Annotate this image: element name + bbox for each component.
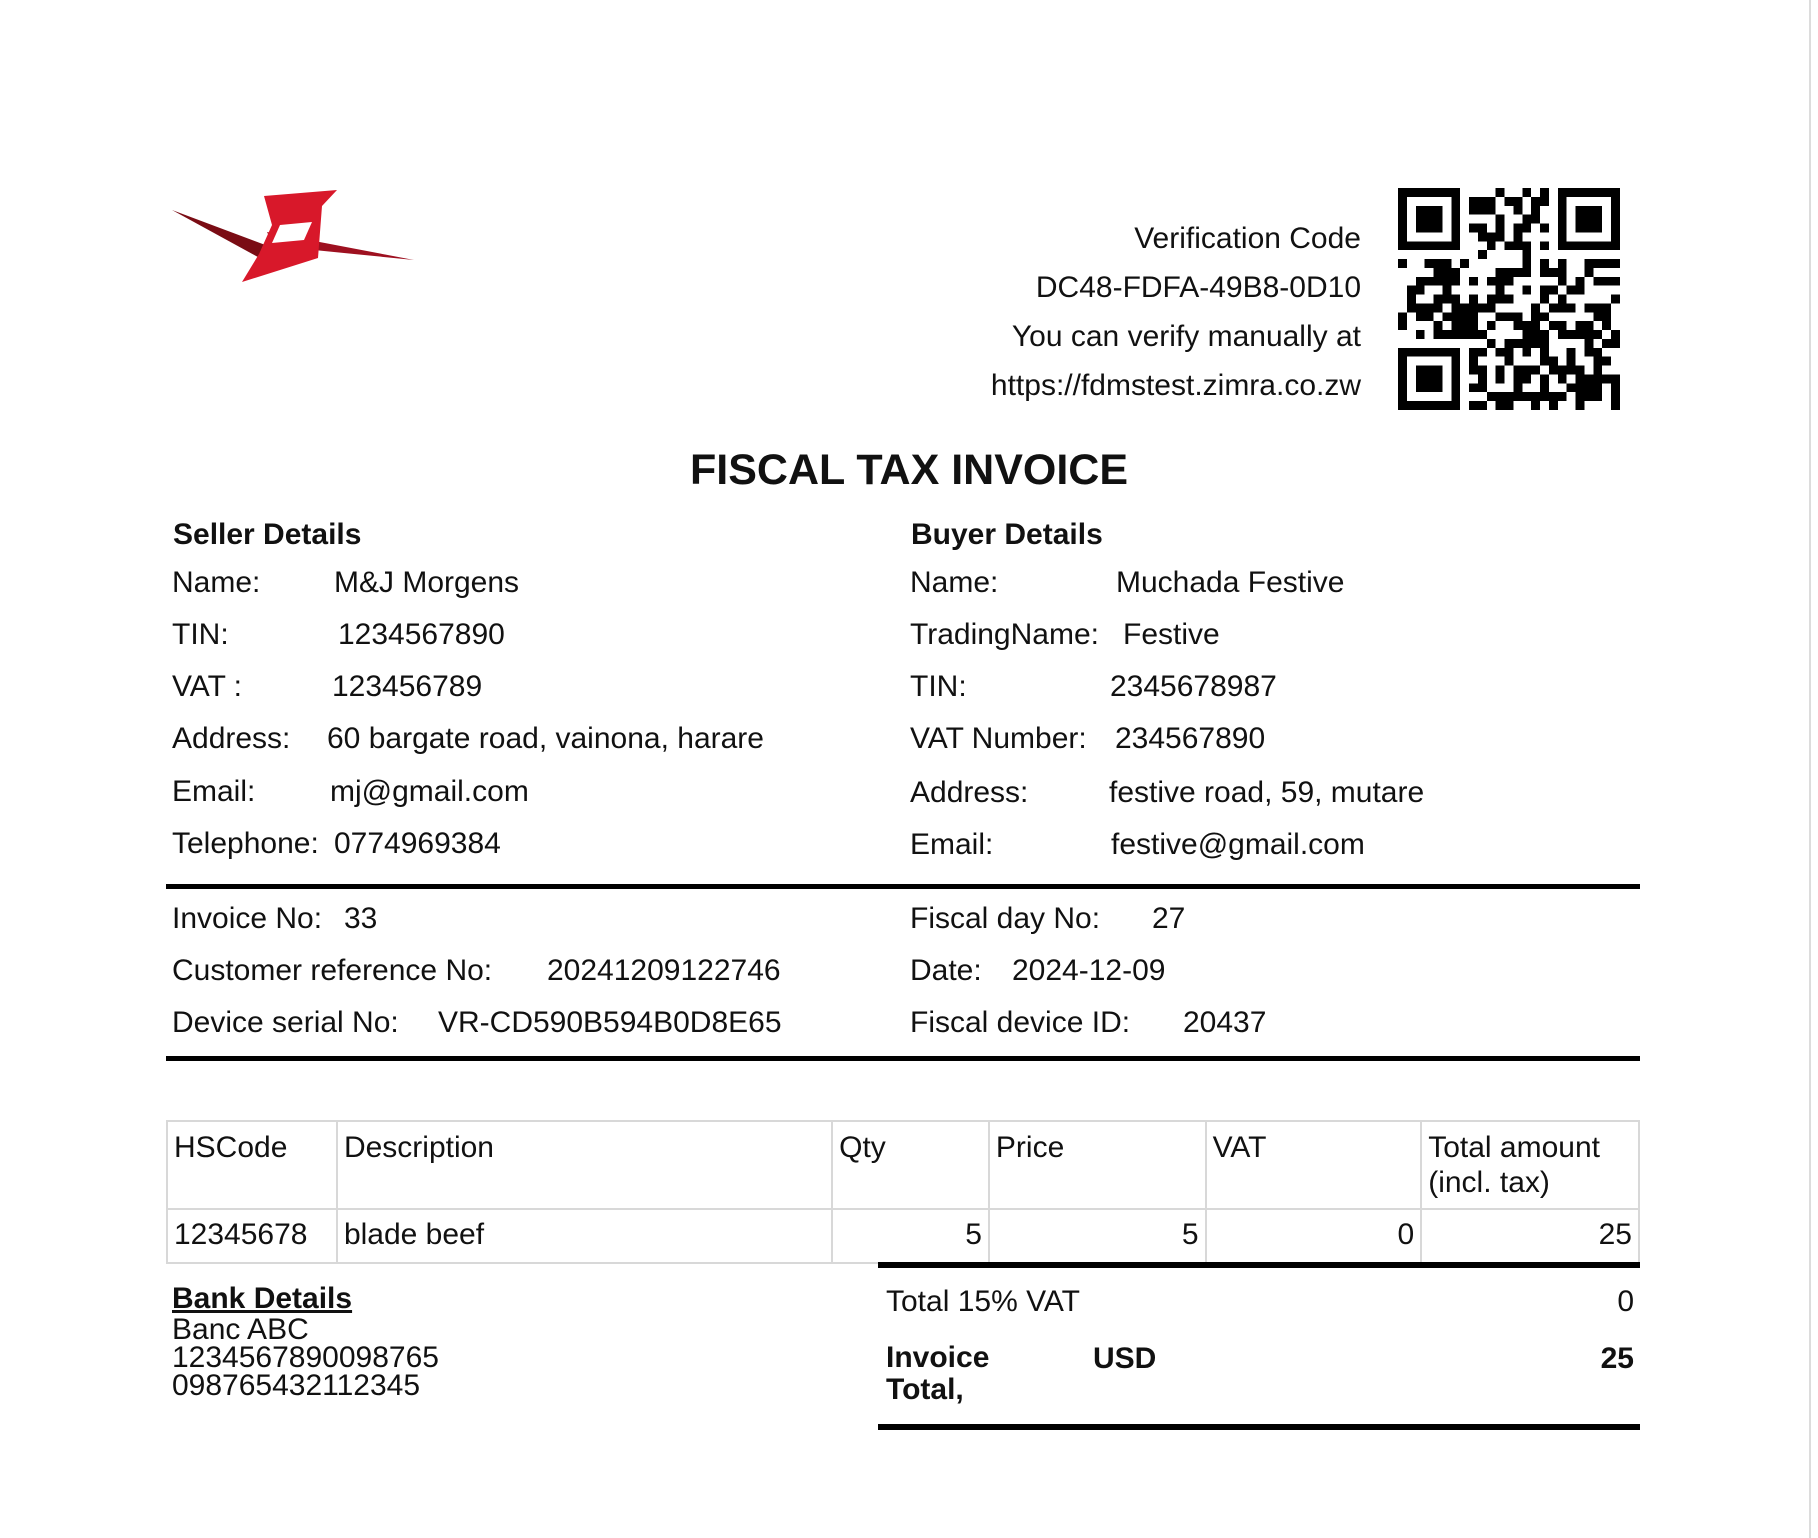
bank-account-2: 098765432112345 [172,1369,421,1402]
fiscal-device-id: 20437 [1183,1006,1267,1039]
total-vat-label: Total 15% VAT [886,1285,1080,1318]
header-vat: VAT [1206,1121,1422,1209]
verification-block [991,214,1361,410]
date-label: Date: [910,954,982,987]
table-header-row [167,1121,1639,1209]
buyer-address-row [910,776,1425,810]
verification-qr-code [1398,188,1620,410]
seller-address: 60 bargate road, vainona, harare [327,722,764,755]
seller-email-row [172,775,529,809]
bank-details [172,1282,439,1400]
bank-heading: Bank Details [172,1282,353,1315]
seller-name-row [172,566,520,600]
customer-ref: 20241209122746 [547,954,781,987]
header-hscode: HSCode [167,1121,337,1209]
buyer-vat-label: VAT Number: [910,722,1087,755]
seller-email: mj@gmail.com [330,775,529,808]
verification-manual-text: You can verify manually at [1011,320,1361,353]
currency-label: USD [1093,1342,1157,1375]
buyer-heading: Buyer Details [911,518,1103,551]
buyer-trading-label: TradingName: [910,618,1099,651]
device-serial: VR-CD590B594B0D8E65 [438,1006,782,1039]
total-vat-value: 0 [1617,1285,1634,1318]
cell-total: 25 [1421,1209,1639,1263]
section-divider-bottom [166,1056,1640,1061]
buyer-email-label: Email: [910,828,994,861]
cell-qty: 5 [832,1209,989,1263]
invoice-no-row [172,902,378,936]
buyer-name-row [910,566,1345,600]
buyer-tin-row [910,670,1277,704]
seller-heading: Seller Details [173,518,362,551]
cell-vat: 0 [1206,1209,1422,1263]
invoice-no: 33 [344,902,378,935]
seller-address-label: Address: [172,722,291,755]
fiscal-day-label: Fiscal day No: [910,902,1101,935]
section-divider-top [166,884,1640,889]
company-logo [172,190,414,284]
seller-tin-row [172,618,505,652]
seller-telephone-label: Telephone: [172,827,319,860]
seller-telephone-row [172,827,501,861]
customer-ref-label: Customer reference No: [172,954,493,987]
cell-price: 5 [989,1209,1206,1263]
bank-account-1: 1234567890098765 [172,1341,439,1374]
cell-hscode: 12345678 [167,1209,337,1263]
device-serial-label: Device serial No: [172,1006,399,1039]
header-total-amount: Total amount (incl. tax) [1421,1121,1639,1209]
buyer-trading-name: Festive [1123,618,1220,651]
cell-description: blade beef [337,1209,832,1263]
seller-email-label: Email: [172,775,256,808]
header-qty: Qty [832,1121,989,1209]
buyer-trading-row [910,618,1220,652]
buyer-vat-row [910,722,1266,756]
fiscal-device-row [910,1006,1267,1040]
totals-box [878,1262,1640,1430]
seller-name-label: Name: [172,566,261,599]
fiscal-day: 27 [1152,902,1186,935]
verification-code: DC48-FDFA-49B8-0D10 [1035,271,1361,304]
seller-vat: 123456789 [332,670,483,703]
seller-tin-label: TIN: [172,618,229,651]
page-edge-divider [1809,0,1811,1538]
page-title: FISCAL TAX INVOICE [690,446,1128,494]
seller-tin: 1234567890 [338,618,505,651]
verification-url[interactable]: https://fdmstest.zimra.co.zw [990,369,1361,402]
header-description: Description [337,1121,832,1209]
table-row [167,1209,1639,1263]
invoice-no-label: Invoice No: [172,902,323,935]
buyer-address-label: Address: [910,776,1029,809]
seller-vat-label: VAT : [172,670,243,703]
invoice-total-value: 25 [1600,1342,1634,1375]
invoice-total-label: Invoice Total, [886,1341,990,1406]
fiscal-day-row [910,902,1186,936]
seller-name: M&J Morgens [334,566,520,599]
invoice-date: 2024-12-09 [1012,954,1166,987]
device-serial-row [172,1006,782,1040]
buyer-name-label: Name: [910,566,999,599]
items-table [166,1120,1640,1264]
buyer-tin: 2345678987 [1110,670,1277,703]
date-row [910,954,1166,988]
buyer-address: festive road, 59, mutare [1109,776,1425,809]
header-price: Price [989,1121,1206,1209]
buyer-email: festive@gmail.com [1111,828,1365,861]
buyer-tin-label: TIN: [910,670,967,703]
seller-telephone: 0774969384 [334,827,501,860]
buyer-vat: 234567890 [1115,722,1266,755]
buyer-name: Muchada Festive [1116,566,1345,599]
fiscal-device-label: Fiscal device ID: [910,1006,1131,1039]
seller-vat-row [172,670,483,704]
seller-address-row [172,722,764,756]
verification-label: Verification Code [1134,222,1361,255]
customer-ref-row [172,954,781,988]
buyer-email-row [910,828,1365,862]
bank-name: Banc ABC [172,1313,309,1346]
